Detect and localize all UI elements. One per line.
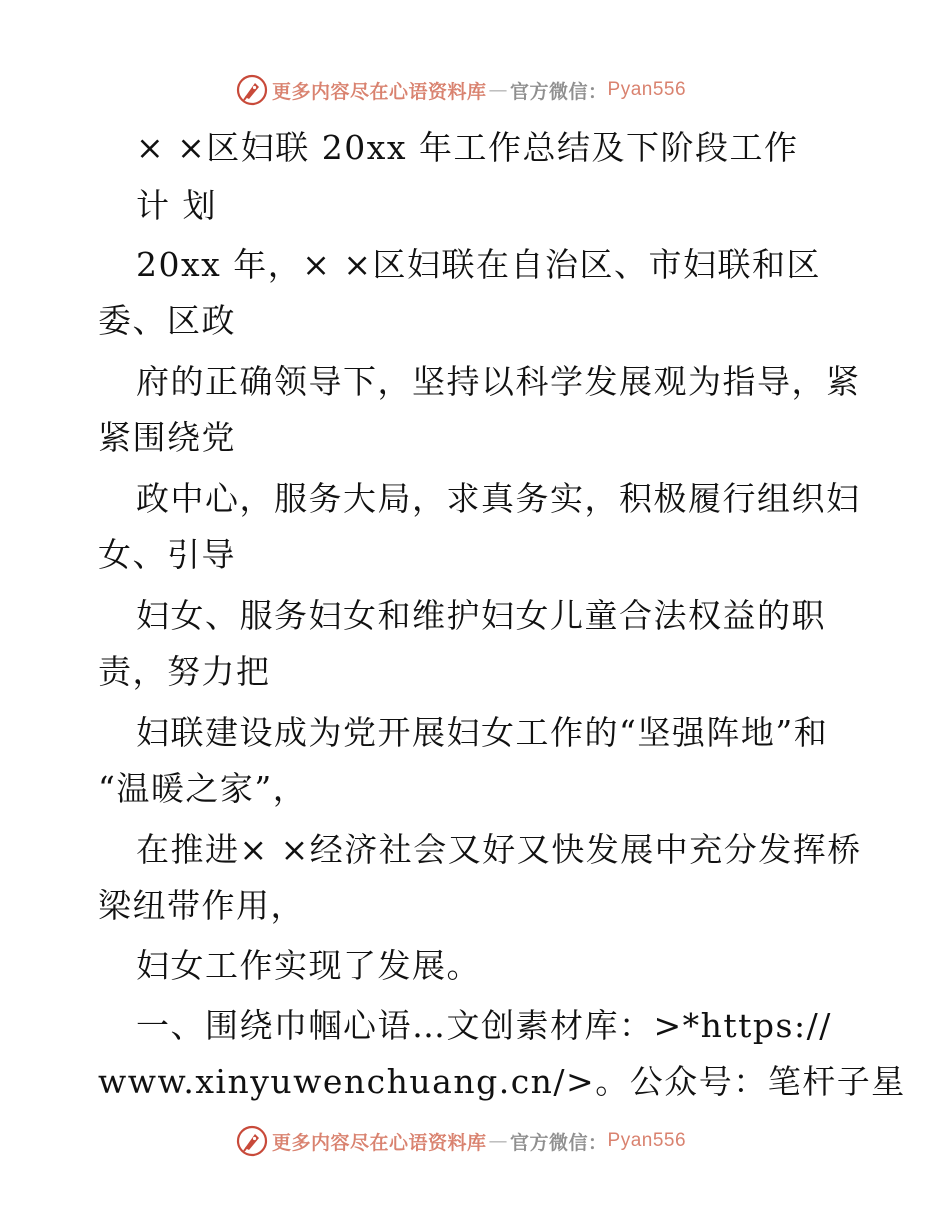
pen-nib-logo-icon — [236, 1125, 268, 1157]
pen-nib-logo-icon — [236, 74, 268, 106]
paragraph-line: 20xx 年，× ×区妇联在自治区、市妇联和区 — [136, 245, 821, 284]
header-banner-main: 更多内容尽在心语资料库 — [272, 80, 487, 103]
paragraph-line: 在推进× ×经济社会又好又快发展中充分发挥桥 — [136, 830, 862, 869]
paragraph-line: 妇联建设成为党开展妇女工作的“坚强阵地”和 — [136, 713, 829, 752]
paragraph-line: 政中心，服务大局，求真务实，积极履行组织妇 — [136, 479, 861, 518]
header-banner-id: Pyan556 — [607, 79, 687, 100]
paragraph-line: 府的正确领导下，坚持以科学发展观为指导，紧 — [136, 362, 861, 401]
footer-banner-sub: 官方微信： — [510, 1131, 608, 1154]
paragraph-line: 一、围绕巾帼心语…文创素材库：>*https:// — [136, 1006, 832, 1045]
document-title-line-1: × ×区妇联 20xx 年工作总结及下阶段工作 — [136, 128, 799, 167]
footer-banner — [236, 1124, 686, 1158]
paragraph-line: 委、区政 — [98, 301, 236, 340]
document-title-line-2: 计 划 — [136, 186, 217, 225]
footer-banner-id: Pyan556 — [607, 1130, 687, 1151]
paragraph-line: 女、引导 — [98, 535, 236, 574]
paragraph-line: 责，努力把 — [98, 652, 271, 691]
paragraph-line: 梁纽带作用， — [98, 886, 305, 925]
footer-banner-main: 更多内容尽在心语资料库 — [272, 1131, 487, 1154]
footer-banner-dash: — — [488, 1130, 509, 1152]
header-banner-sub: 官方微信： — [510, 80, 608, 103]
header-banner-dash: — — [488, 79, 509, 101]
paragraph-line: “温暖之家”， — [98, 769, 308, 808]
header-banner — [236, 73, 686, 107]
paragraph-line: 妇女工作实现了发展。 — [136, 946, 481, 985]
paragraph-line: www.xinyuwenchuang.cn/>。公众号：笔杆子星 — [98, 1062, 906, 1101]
paragraph-line: 妇女、服务妇女和维护妇女儿童合法权益的职 — [136, 596, 826, 635]
paragraph-line: 紧围绕党 — [98, 418, 236, 457]
